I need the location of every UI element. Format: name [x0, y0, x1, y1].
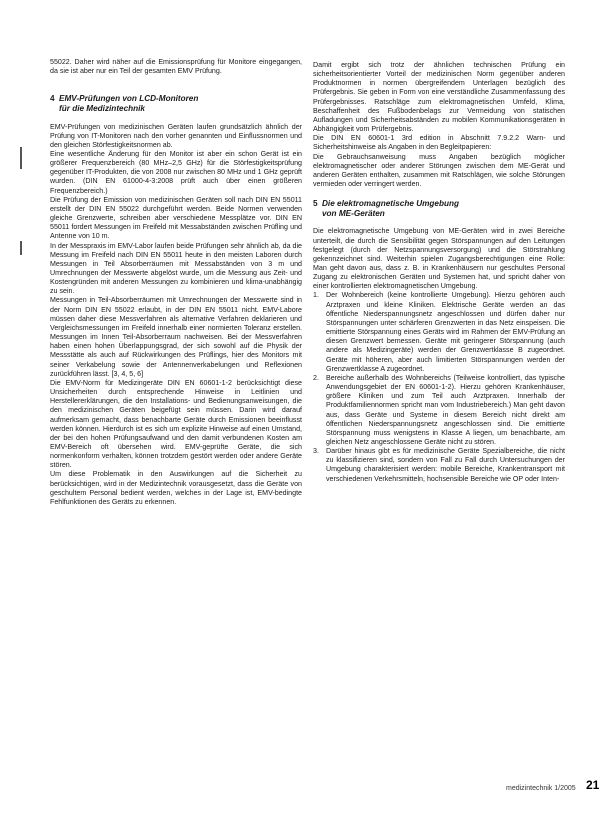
section-title-line2: von ME-Geräten [322, 208, 385, 218]
body-paragraph: Um diese Problematik in den Auswirkungen auf die Sicherheit zu berücksichtigen, wird in der Medizintechnik vorausgesetzt, dass die Geräte von geschultem Personal bedient werden, welches in der Lage ist, EMV-bedingte Fehlfunktionen des Geräts zu erkennen. [50, 470, 302, 506]
section-number: 4 [50, 94, 55, 104]
section-title-line2: für die Medizintechnik [59, 103, 145, 113]
journal-name: medizintechnik 1/2005 [506, 785, 576, 792]
margin-marker [20, 241, 22, 255]
right-column [313, 61, 565, 484]
left-column [50, 58, 302, 507]
body-paragraph: Eine wesentliche Änderung für den Monitor ist aber ein schon Gerät ist ein größerer Frequenzbereich (80 MHz–2,5 GHz) für die Störfestigkeitsprüfung gegenüber IT-Produkten, die von 2008 nur zwischen 80 MHz und 1 GHz geprüft wurden. (DIN EN 61000-4-3:2008 prüft auch über einen größeren Frequenzbereich.) [50, 149, 302, 195]
environment-list [313, 291, 565, 483]
list-number: 2. [313, 373, 319, 382]
list-item-text: Bereiche außerhalb des Wohnbereichs (Teilweise kontrolliert, das typische Anwendungsgebiet der EN 60601-1-2). Hierzu gehören Krankenhäuser, größere Kliniken und zum Teil auch Arztpraxen. Innerhalb der Produktfamiliennormen spricht man vom Industriebereich.) Man geht davon aus, dass Geräte und Systeme in diesem Bereich nicht direkt am öffentlichen Niederspannungsnetz angeschlossen sind. Die emittierte Störspannung muss wenigstens in Klasse A liegen, um benachbarte, am gleichen Netz angeschlossene Geräte nicht zu stören. [326, 373, 565, 446]
body-paragraph: Damit ergibt sich trotz der ähnlichen technischen Prüfung ein sicherheitsorientierter Vorteil der medizinischen Norm gegenüber anderen Produktnormen in normen übergreifendem Unterlagen bezüglich des Prüfergebnis. Sie geben in Form von eine verständliche Zusammenfassung des Prüfergebnisses. Ratschläge zum elektromagnetischen Umfeld, Klima, Beschaffenheit des Fußbodenbelags zur Vermeidung von statischen Aufladungen und Sicherheitsabständen zu mobilen Kommunikationsgeräten in Abhängigkeit vom Prüfergebnis. [313, 61, 565, 134]
body-paragraph: Die elektromagnetische Umgebung von ME-Geräten wird in zwei Bereiche unterteilt, die durch die Sensibilität gegen Störspannungen auf den Leitungen festgelegt (durch der Netzspannungsversorgung) und die Störstrahlung gekennzeichnet sind. Weiterhin spielen Zugangsberechtigungen eine Rolle: Man geht davon aus, dass z. B. in Krankenhäusern nur geschultes Personal Zugang zu elektronischen Geräten und Systemen hat, und spricht daher von einer kontrollierten elektromagnetischen Umgebung. [313, 227, 565, 291]
section-number: 5 [313, 199, 318, 209]
list-item [313, 374, 565, 447]
body-paragraph: Die Gebrauchsanweisung muss Angaben bezüglich möglicher elektromagnetischer oder anderer Störungen zwischen dem ME-Gerät und anderen Geräten enthalten, zusammen mit Ratschlägen, wie solche Störungen vermieden oder verringert werden. [313, 152, 565, 189]
body-paragraph: Die EMV-Norm für Medizingeräte DIN EN 60601-1-2 berücksichtigt diese Unsicherheiten durch entsprechende Hinweise in Leitlinien und Herstellererklärungen, die den Installations- und Bedienungsanweisungen, die den medizinischen Geräten beigefügt sein müssen. Darin wird darauf aufmerksam gemacht, dass benachbarte Geräte durch Emissionen beeinflusst werden können. Hierdurch ist es sich um explizite Hinweise auf einen Umstand, der bei den hohen Prüfungsaufwand und den damit verbundenen Kosten am EMV-Bereich oft übersehen wird. EMV-geprüfte Geräte, die sich normenkonform verhalten, können trotzdem gestört werden oder andere Geräte stören. [50, 378, 302, 470]
section-4-heading [50, 94, 302, 113]
body-paragraph: Die Prüfung der Emission von medizinischen Geräten soll nach DIN EN 55011 erstellt der DIN EN 55022 durchgeführt werden. Beide Normen verwenden gleiche Grenzwerte, schreiben aber verschiedene Messplätze vor. DIN EN 55011 fordert Messungen im Freifeld mit Messabständen zwischen Prüfling und Antenne von 10 m. [50, 195, 302, 241]
section-title-line1: EMV-Prüfungen von LCD-Monitoren [59, 94, 199, 104]
body-paragraph: EMV-Prüfungen von medizinischen Geräten laufen grundsätzlich ähnlich der Prüfung von IT-Monitoren nach den vorher genannten und Einflussnormen und den gleichen Störfestigkeitsnormen ab. [50, 122, 302, 149]
list-number: 1. [313, 291, 319, 300]
list-item-text: Darüber hinaus gibt es für medizinische Geräte Spezialbereiche, die nicht zu klassifizieren sind, sondern von Fall zu Fall durch Untersuchungen der Umgebung charakterisiert werden: mobile Bereiche, Krankentransport mit verschiedenen Verkehrsmitteln, hochsensible Bereiche wie OP oder Inten- [326, 447, 565, 483]
page-number: 21 [586, 778, 600, 792]
list-item-text: Der Wohnbereich (keine kontrollierte Umgebung). Hierzu gehören auch Arztpraxen und kleine Kliniken. Elektrische Geräte werden an das öffentliche Niederspannungsnetz angeschlossen und dürfen daher nur Störspannungen unter schärferen Grenzwerten in das Netz einspeisen. Die emittierte Störspannung eines Geräts wird im Rahmen der EMV-Prüfung an diesen Grenzwert bemessen. Geräte mit geringerer Störspannung (auch andere als Medizingeräte) werden der Grenzwertklasse B zugeordnet. Geräte mit höheren, aber auch limitierten Störspannungen werden der Grenzwertklasse A zugeordnet. [326, 291, 565, 373]
list-item [313, 291, 565, 373]
section-title-line1: Die elektromagnetische Umgebung [322, 199, 459, 209]
body-paragraph: Messungen in Teil-Absorberräumen mit Umrechnungen der Messwerte sind in der Norm DIN EN 55022 erlaubt, in der DIN EN 55011 nicht. EMV-Labore müssen daher diese Messverfahren als alternative Verfahren deklarieren und Vergleichsmessungen im Freifeld innerhalb einer normierten Toleranz erstellen. Messungen im Innen Teil-Absorberraum nachweisen. Bei der Messverfahren haben einen hohen Überlappungsgrad, der sich sowohl auf die Physik der Messstätte als auch auf Rückwirkungen des Prüflings, hier des Monitors mit seiner Verkabelung sowie der Antennenverkabelungen und Reflexionen zurückführen lässt. [3, 4, 5, 6] [50, 296, 302, 378]
margin-marker [20, 147, 22, 169]
section-5-heading [313, 199, 565, 218]
list-number: 3. [313, 447, 319, 456]
intro-paragraph: 55022. Daher wird näher auf die Emissionsprüfung für Monitore eingegangen, da sie ist aber nur ein Teil der gesamten EMV Prüfung. [50, 58, 302, 76]
page-footer [506, 778, 600, 793]
body-paragraph: Die DIN EN 60601-1 3rd edition in Abschnitt 7.9.2.2 Warn- und Sicherheitshinweise als Angaben in den Begleitpapieren: [313, 134, 565, 152]
list-item [313, 447, 565, 484]
body-paragraph: In der Messpraxis im EMV-Labor laufen beide Prüfungen sehr ähnlich ab, da die Messung im Freifeld nach DIN EN 55011 heute in den meisten Laboren durch Messungen in Teil Absorberräumen mit Messabständen von 3 m und Umrechnungen der Messwerte abgelöst wurde, um die Messung aus Zeit- und Kostengründen mit anderen Messungen zu kombinieren und klima-unabhängig zu sein. [50, 241, 302, 296]
